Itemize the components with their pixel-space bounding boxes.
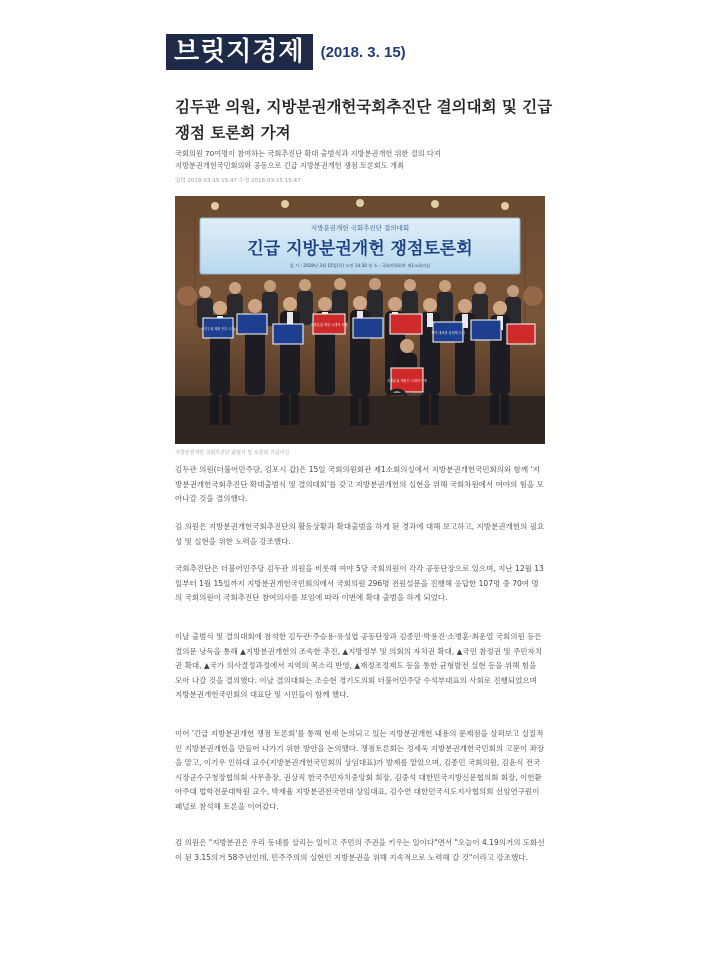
article-photo bbox=[175, 196, 545, 444]
publication-header bbox=[166, 34, 406, 70]
sign-text: 지방분권 개헌 시대적 사명 bbox=[310, 323, 348, 327]
article-meta: 입력 2018-03-15 15:47 수정 2018-03-15 15:47 bbox=[175, 178, 301, 184]
article-paragraph: 김 의원은 지방분권개헌국회추진단의 활동상황과 확대출범을 하게 된 경과에 대해 보고하고, 지방분권개헌의 필요성 및 실현을 위한 노력을 강조했다. bbox=[175, 522, 545, 546]
article-subtitle bbox=[175, 148, 555, 172]
article-paragraph: 이날 출범식 및 결의대회에 참석한 김두관·주승용·유성엽 공동단장과 김종민·박용진·소병훈·최운열 국회의원 등은 결의문 낭독을 통해 ▲지방분권개헌의 조속한 추진, ▲지방정부 및 의회의 자치권 확대, ▲국민 참정권 및 주민자치권 확대, ▲국가 의사결정과정에서 지역의 목소리 반영, ▲재정조정제도 등을 통한 균형발전 실현 등을 위해 힘을 모아 나갈 것을 결의했다. 이날 결의대회는 조승현 경기도의회 더불어민주당 수석부대표의 사회로 진행되었으며 지방분권개헌국민회의 대표단 및 시민들이 함께 했다. bbox=[175, 632, 542, 699]
subtitle-line: 지방분권개헌국민회의와 공동으로 긴급 지방분권개헌 쟁점 토론회도 개최 bbox=[175, 161, 404, 170]
sign-text: 지역 대표형 상원제 도입 bbox=[431, 331, 465, 335]
article-paragraph: 국회추진단은 더불어민주당 김두관 의원을 비롯해 여야 5당 국회의원이 각각 공동단장으로 있으며, 지난 12월 13일부터 1월 15일까지 지방분권개헌국민회의에서 국회의원 296명 전원설문을 진행해 응답한 107명 중 70여 명의 국회의원이 국회추진단 참여의사를 보임에 따라 이번에 확대 출범을 하게 되었다. bbox=[175, 564, 544, 602]
article-paragraph: 김 의원은 "지방분권은 우리 동네를 살리는 일이고 주민의 주권을 키우는 일이다"면서 "오늘이 4.19의거의 도화선이 된 3.15의거 58주년인데, 민주주의의 실현인 지방분권을 위해 지속적으로 노력해 갈 것"이라고 강조했다. bbox=[175, 838, 545, 862]
sign-text: 국민주권 제왕 헌주 도입 bbox=[201, 327, 235, 331]
banner-sub-text: 일 시 : 2018년 3월 15일(목) 오전 10:30 장 소 : 국회의원회관 제1소회의실 bbox=[289, 263, 431, 268]
publication-date: (2018. 3. 15) bbox=[320, 43, 406, 61]
publication-logo: 브릿지경제 bbox=[166, 34, 313, 70]
article-title: 김두관 의원, 지방분권개헌국회추진단 결의대회 및 긴급 쟁점 토론회 가져 bbox=[175, 98, 553, 142]
sign-text: 지방분권 개헌은 시대적 사명 bbox=[387, 379, 427, 383]
subtitle-line: 국회의원 70여명이 참여하는 국회추진단 확대 출범식과 지방분권개헌 위한 결의 다져 bbox=[175, 149, 441, 158]
banner-top-text: 지방분권개헌 국회추진단 결의대회 bbox=[310, 224, 410, 232]
article-paragraph: 김두관 의원(더불어민주당, 김포시 갑)은 15일 국회의원회관 제1소회의실에서 지방분권개헌국민회의와 함께 '지방분권개헌국회추진단 확대출범식 및 결의대회'를 갖고 지방분권개헌의 실현을 위해 국회차원에서 여야의 힘을 모아나갈 것을 결의했다. bbox=[175, 465, 544, 503]
photo-caption: 지방분권개헌 국회추진단 출범식 및 토론회 기념사진 bbox=[175, 450, 290, 456]
banner-main-text: 긴급 지방분권개헌 쟁점토론회 bbox=[247, 239, 473, 259]
article-paragraph: 이어 '긴급 지방분권개헌 쟁점 토론회'를 통해 현재 논의되고 있는 지방분권개헌 내용의 문제점을 살펴보고 실질적인 지방분권개헌을 만들어 나가기 위한 방안을 논의했다. 쟁점토론회는 정세욱 지방분권개헌국민회의 고문이 좌장을 맡고, 이기우 인하대 교수(지방분권개헌국민회의 상임대표)가 발제를 맡았으며, 김종민 국회의원, 김윤식 전국시장군수구청장협의회 사무총장, 권상직 한국주민자치중앙회 회장, 김중석 대한민국지방신문협의회 회장, 이헌환 아주대 법학전문대학원 교수, 박재율 지방분권전국연대 상임대표, 김수연 대한민국시도지사협의회 선임연구원이 패널로 참석해 토론을 이어갔다. bbox=[175, 729, 545, 811]
event-photo-illustration bbox=[175, 196, 545, 444]
